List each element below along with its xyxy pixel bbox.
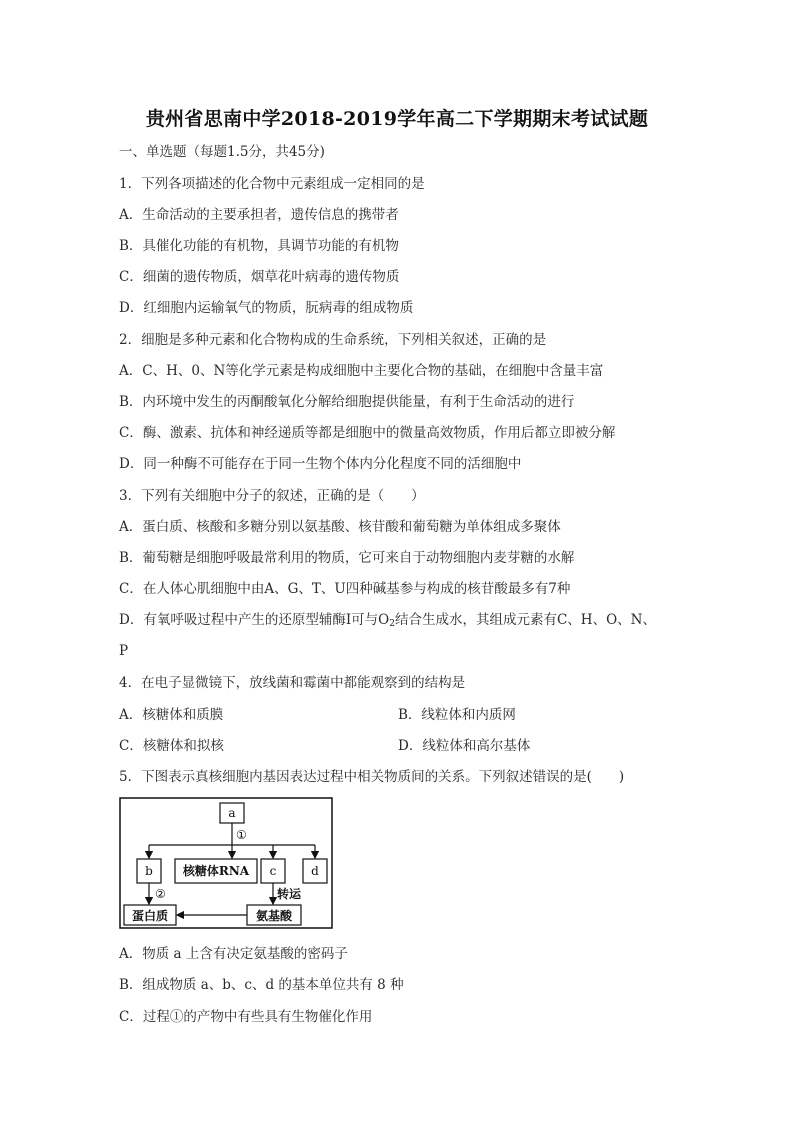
node-protein-label: 蛋白质 (131, 909, 169, 923)
page-title: 贵州省思南中学2018-2019学年高二下学期期末考试试题 (145, 108, 649, 130)
q1-option-b: B．具催化功能的有机物，具调节功能的有机物 (119, 238, 399, 254)
q2-option-d: D．同一种酶不可能存在于同一生物个体内分化程度不同的活细胞中 (119, 456, 522, 472)
node-amino-label: 氨基酸 (255, 909, 293, 923)
q4-option-d: D．线粒体和高尔基体 (398, 738, 531, 754)
q3-option-d-continuation: P (119, 643, 129, 659)
node-b-label: b (145, 864, 153, 878)
q4-stem: 4．在电子显微镜下，放线菌和霉菌中都能观察到的结构是 (119, 675, 466, 691)
q4-option-b: B．线粒体和内质网 (398, 707, 516, 723)
q2-option-b: B．内环境中发生的丙酮酸氧化分解给细胞提供能量，有利于生命活动的进行 (119, 394, 575, 410)
q3-option-d-sub: 2 (389, 619, 395, 629)
q3-option-c: C．在人体心肌细胞中由A、G、T、U四种碱基参与构成的核苷酸最多有7种 (119, 581, 571, 597)
node-d-label: d (311, 864, 319, 878)
q5-stem: 5．下图表示真核细胞内基因表达过程中相关物质间的关系。下列叙述错误的是( ) (119, 769, 625, 785)
q4-option-c: C．核糖体和拟核 (119, 738, 224, 754)
node-a-label: a (228, 806, 236, 820)
q3-option-b: B．葡萄糖是细胞呼吸最常利用的物质，它可来自于动物细胞内麦芽糖的水解 (119, 550, 575, 566)
step-1-label: ① (236, 828, 247, 842)
gene-expression-diagram (119, 797, 333, 929)
q3-stem: 3．下列有关细胞中分子的叙述，正确的是（ ） (119, 488, 425, 504)
q1-option-c: C．细菌的遗传物质，烟草花叶病毒的遗传物质 (119, 269, 400, 285)
q3-option-d-post: 结合生成水，其组成元素有C、H、O、N、 (394, 612, 656, 628)
step-2-label: ② (155, 887, 166, 901)
q5-option-a: A．物质 a 上含有决定氨基酸的密码子 (119, 946, 348, 962)
node-rrna-label: 核糖体RNA (182, 864, 250, 878)
q3-option-d-pre: D．有氧呼吸过程中产生的还原型辅酶Ⅰ可与O (119, 612, 390, 628)
section-heading: 一、单选题（每题1.5分，共45分) (119, 144, 325, 160)
q4-option-a: A．核糖体和质膜 (119, 707, 224, 723)
q3-option-d (119, 611, 656, 633)
q1-option-a: A．生命活动的主要承担者，遗传信息的携带者 (119, 207, 399, 223)
q2-option-a: A．C、H、0、N等化学元素是构成细胞中主要化合物的基础，在细胞中含量丰富 (119, 363, 604, 379)
q1-option-d: D．红细胞内运输氧气的物质，朊病毒的组成物质 (119, 300, 414, 316)
q3-option-a: A．蛋白质、核酸和多糖分别以氨基酸、核苷酸和葡萄糖为单体组成多聚体 (119, 519, 561, 535)
transport-label: 转运 (277, 887, 302, 901)
node-c-label: c (269, 864, 277, 878)
q5-option-c: C．过程①的产物中有些具有生物催化作用 (119, 1009, 373, 1025)
q2-stem: 2．细胞是多种元素和化合物构成的生命系统，下列相关叙述，正确的是 (119, 332, 547, 348)
q2-option-c: C．酶、激素、抗体和神经递质等都是细胞中的微量高效物质，作用后都立即被分解 (119, 425, 616, 441)
q1-stem: 1．下列各项描述的化合物中元素组成一定相同的是 (119, 176, 425, 192)
q5-option-b: B．组成物质 a、b、c、d 的基本单位共有 8 种 (119, 977, 404, 993)
